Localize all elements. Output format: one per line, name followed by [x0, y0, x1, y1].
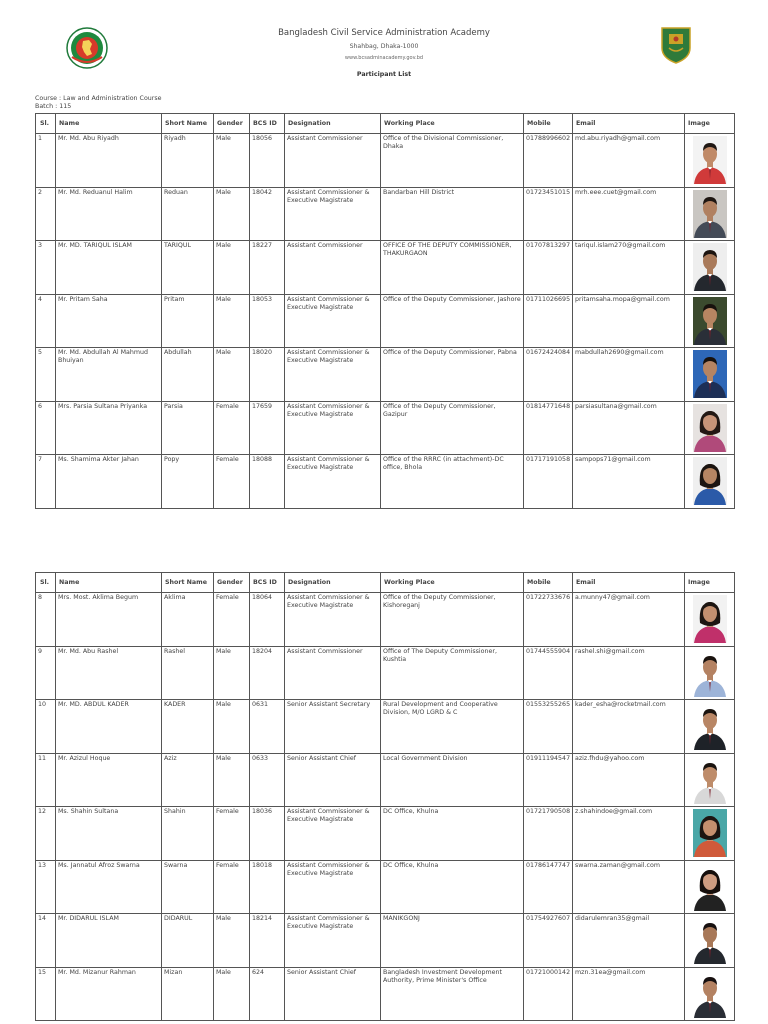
cell-gender: Female [214, 593, 250, 647]
column-header-designation: Designation [285, 573, 381, 593]
cell-mobile: 01786147747 [524, 860, 573, 914]
cell-designation: Senior Assistant Chief [285, 753, 381, 807]
column-header-bcs-id: BCS ID [250, 114, 285, 134]
cell-bcs-id: 0631 [250, 700, 285, 754]
cell-mobile: 01721790508 [524, 807, 573, 861]
cell-image [685, 294, 735, 348]
cell-designation: Assistant Commissioner & Executive Magistrate [285, 348, 381, 402]
cell-gender: Male [214, 700, 250, 754]
cell-bcs-id: 17659 [250, 401, 285, 455]
cell-image [685, 241, 735, 295]
table-row [36, 593, 735, 647]
cell-image [685, 348, 735, 402]
cell-email: a.munny47@gmail.com [573, 593, 685, 647]
cell-image [685, 134, 735, 188]
cell-short-name: Shahin [162, 807, 214, 861]
cell-sl: 3 [36, 241, 56, 295]
cell-sl: 12 [36, 807, 56, 861]
cell-sl: 7 [36, 455, 56, 509]
cell-name: Mr. Pritam Saha [56, 294, 162, 348]
cell-bcs-id: 18227 [250, 241, 285, 295]
cell-sl: 9 [36, 646, 56, 700]
column-header-short-name: Short Name [162, 573, 214, 593]
cell-sl: 10 [36, 700, 56, 754]
participant-photo [693, 702, 727, 750]
cell-name: Mr. Md. Mizanur Rahman [56, 967, 162, 1021]
cell-designation: Assistant Commissioner & Executive Magistrate [285, 187, 381, 241]
cell-gender: Female [214, 401, 250, 455]
cell-name: Mr. Md. Abu Riyadh [56, 134, 162, 188]
cell-designation: Assistant Commissioner [285, 241, 381, 295]
cell-name: Mr. Md. Abu Rashel [56, 646, 162, 700]
cell-designation: Senior Assistant Secretary [285, 700, 381, 754]
cell-working-place: DC Office, Khulna [381, 860, 524, 914]
column-header-designation: Designation [285, 114, 381, 134]
cell-designation: Assistant Commissioner & Executive Magistrate [285, 401, 381, 455]
cell-designation: Senior Assistant Chief [285, 967, 381, 1021]
cell-email: mzn.31ea@gmail.com [573, 967, 685, 1021]
cell-working-place: Bangladesh Investment Development Authority, Prime Minister's Office [381, 967, 524, 1021]
cell-working-place: Office of The Deputy Commissioner, Kushtia [381, 646, 524, 700]
table-header-row [36, 573, 735, 593]
cell-name: Mrs. Most. Aklima Begum [56, 593, 162, 647]
participant-photo [693, 863, 727, 911]
cell-gender: Female [214, 807, 250, 861]
cell-sl: 8 [36, 593, 56, 647]
column-header-sl: Sl. [36, 573, 56, 593]
table-row [36, 700, 735, 754]
cell-gender: Male [214, 348, 250, 402]
cell-short-name: Reduan [162, 187, 214, 241]
cell-image [685, 593, 735, 647]
cell-mobile: 01553255265 [524, 700, 573, 754]
column-header-image: Image [685, 114, 735, 134]
cell-email: mabdullah2690@gmail.com [573, 348, 685, 402]
cell-gender: Male [214, 294, 250, 348]
cell-short-name: Swarna [162, 860, 214, 914]
cell-email: tariqul.islam270@gmail.com [573, 241, 685, 295]
participant-photo [693, 809, 727, 857]
cell-name: Mr. MD. TARIQUL ISLAM [56, 241, 162, 295]
cell-designation: Assistant Commissioner & Executive Magistrate [285, 455, 381, 509]
column-header-mobile: Mobile [524, 114, 573, 134]
cell-working-place: OFFICE OF THE DEPUTY COMMISSIONER, THAKURGAON [381, 241, 524, 295]
cell-image [685, 455, 735, 509]
cell-gender: Male [214, 914, 250, 968]
table-row [36, 860, 735, 914]
table-header-row [36, 114, 735, 134]
cell-mobile: 01672424084 [524, 348, 573, 402]
cell-sl: 1 [36, 134, 56, 188]
table-row [36, 401, 735, 455]
cell-designation: Assistant Commissioner & Executive Magistrate [285, 593, 381, 647]
cell-mobile: 01717191058 [524, 455, 573, 509]
participant-table-page-1 [35, 113, 735, 509]
cell-working-place: DC Office, Khulna [381, 807, 524, 861]
table-row [36, 646, 735, 700]
cell-designation: Assistant Commissioner & Executive Magistrate [285, 914, 381, 968]
cell-image [685, 807, 735, 861]
cell-sl: 15 [36, 967, 56, 1021]
cell-gender: Male [214, 241, 250, 295]
table-row [36, 455, 735, 509]
column-header-name: Name [56, 114, 162, 134]
cell-email: rashel.shi@gmail.com [573, 646, 685, 700]
participant-photo [693, 404, 727, 452]
cell-email: kader_esha@rocketmail.com [573, 700, 685, 754]
cell-name: Ms. Shahin Sultana [56, 807, 162, 861]
cell-mobile: 01721000142 [524, 967, 573, 1021]
cell-email: parsiasultana@gmail.com [573, 401, 685, 455]
cell-sl: 13 [36, 860, 56, 914]
cell-working-place: Office of the Deputy Commissioner, Pabna [381, 348, 524, 402]
column-header-sl: Sl. [36, 114, 56, 134]
cell-image [685, 401, 735, 455]
cell-working-place: MANIKGONJ [381, 914, 524, 968]
table-row [36, 807, 735, 861]
cell-designation: Assistant Commissioner & Executive Magistrate [285, 294, 381, 348]
cell-name: Mr. MD. ABDUL KADER [56, 700, 162, 754]
participant-photo [693, 297, 727, 345]
table-row [36, 967, 735, 1021]
cell-image [685, 860, 735, 914]
cell-sl: 5 [36, 348, 56, 402]
cell-bcs-id: 0633 [250, 753, 285, 807]
cell-gender: Male [214, 646, 250, 700]
cell-mobile: 01814771648 [524, 401, 573, 455]
cell-image [685, 646, 735, 700]
cell-name: Mr. DIDARUL ISLAM [56, 914, 162, 968]
participant-photo [693, 190, 727, 238]
cell-bcs-id: 624 [250, 967, 285, 1021]
cell-image [685, 753, 735, 807]
cell-bcs-id: 18056 [250, 134, 285, 188]
participant-photo [693, 756, 727, 804]
column-header-working-place: Working Place [381, 114, 524, 134]
cell-name: Mr. Md. Reduanul Halim [56, 187, 162, 241]
cell-working-place: Office of the Deputy Commissioner, Kishoreganj [381, 593, 524, 647]
institution-address: Shahbag, Dhaka-1000 [349, 43, 419, 50]
column-header-bcs-id: BCS ID [250, 573, 285, 593]
table-row [36, 753, 735, 807]
cell-email: z.shahindoe@gmail.com [573, 807, 685, 861]
cell-image [685, 700, 735, 754]
cell-name: Mr. Md. Abdullah Al Mahmud Bhuiyan [56, 348, 162, 402]
cell-gender: Male [214, 753, 250, 807]
academy-crest-icon [660, 26, 692, 64]
cell-email: mrh.eee.cuet@gmail.com [573, 187, 685, 241]
cell-sl: 4 [36, 294, 56, 348]
participant-photo [693, 970, 727, 1018]
cell-sl: 11 [36, 753, 56, 807]
cell-designation: Assistant Commissioner [285, 646, 381, 700]
cell-email: swarna.zaman@gmail.com [573, 860, 685, 914]
table-row [36, 294, 735, 348]
column-header-gender: Gender [214, 573, 250, 593]
table-row [36, 187, 735, 241]
cell-mobile: 01711026695 [524, 294, 573, 348]
column-header-email: Email [573, 573, 685, 593]
cell-short-name: Pritam [162, 294, 214, 348]
cell-bcs-id: 18053 [250, 294, 285, 348]
institution-website: www.bcsadminacademy.gov.bd [344, 55, 424, 61]
cell-designation: Assistant Commissioner & Executive Magistrate [285, 807, 381, 861]
course-info [35, 95, 162, 111]
cell-working-place: Office of the Divisional Commissioner, Dhaka [381, 134, 524, 188]
cell-mobile: 01911194547 [524, 753, 573, 807]
cell-image [685, 914, 735, 968]
cell-gender: Male [214, 134, 250, 188]
column-header-mobile: Mobile [524, 573, 573, 593]
column-header-name: Name [56, 573, 162, 593]
institution-title: Bangladesh Civil Service Administration Academy [278, 28, 490, 38]
cell-working-place: Office of the RRRC (in attachment)-DC office, Bhola [381, 455, 524, 509]
cell-working-place: Local Government Division [381, 753, 524, 807]
cell-mobile: 01722733676 [524, 593, 573, 647]
cell-working-place: Office of the Deputy Commissioner, Gazipur [381, 401, 524, 455]
cell-working-place: Bandarban Hill District [381, 187, 524, 241]
document-header [0, 0, 768, 95]
cell-short-name: Parsia [162, 401, 214, 455]
column-header-working-place: Working Place [381, 573, 524, 593]
cell-bcs-id: 18064 [250, 593, 285, 647]
cell-gender: Male [214, 967, 250, 1021]
cell-sl: 2 [36, 187, 56, 241]
course-name: Course : Law and Administration Course [35, 95, 162, 102]
participant-photo [693, 136, 727, 184]
participant-photo [693, 649, 727, 697]
cell-short-name: TARIQUL [162, 241, 214, 295]
participant-photo [693, 243, 727, 291]
table-row [36, 241, 735, 295]
cell-short-name: Popy [162, 455, 214, 509]
batch-number: Batch : 115 [35, 103, 72, 110]
cell-gender: Female [214, 455, 250, 509]
table-row [36, 914, 735, 968]
table-row [36, 134, 735, 188]
cell-bcs-id: 18214 [250, 914, 285, 968]
participant-photo [693, 595, 727, 643]
cell-mobile: 01788996602 [524, 134, 573, 188]
cell-bcs-id: 18036 [250, 807, 285, 861]
cell-gender: Female [214, 860, 250, 914]
cell-bcs-id: 18018 [250, 860, 285, 914]
cell-email: sampops71@gmail.com [573, 455, 685, 509]
table-row [36, 348, 735, 402]
cell-image [685, 187, 735, 241]
cell-designation: Assistant Commissioner & Executive Magistrate [285, 860, 381, 914]
column-header-gender: Gender [214, 114, 250, 134]
cell-gender: Male [214, 187, 250, 241]
cell-mobile: 01754927607 [524, 914, 573, 968]
cell-email: aziz.fhdu@yahoo.com [573, 753, 685, 807]
cell-bcs-id: 18020 [250, 348, 285, 402]
participant-photo [693, 457, 727, 505]
cell-email: pritamsaha.mopa@gmail.com [573, 294, 685, 348]
cell-email: md.abu.riyadh@gmail.com [573, 134, 685, 188]
cell-email: didarulemran35@gmail [573, 914, 685, 968]
cell-mobile: 01744555904 [524, 646, 573, 700]
cell-sl: 14 [36, 914, 56, 968]
cell-name: Mrs. Parsia Sultana Priyanka [56, 401, 162, 455]
participant-table-page-2 [35, 572, 735, 1021]
cell-mobile: 01723451015 [524, 187, 573, 241]
cell-name: Ms. Jannatul Afroz Swarna [56, 860, 162, 914]
participant-photo [693, 350, 727, 398]
cell-name: Ms. Shamima Akter Jahan [56, 455, 162, 509]
cell-short-name: Aziz [162, 753, 214, 807]
column-header-email: Email [573, 114, 685, 134]
cell-bcs-id: 18042 [250, 187, 285, 241]
cell-short-name: DIDARUL [162, 914, 214, 968]
cell-short-name: Rashel [162, 646, 214, 700]
cell-sl: 6 [36, 401, 56, 455]
cell-bcs-id: 18088 [250, 455, 285, 509]
participant-photo [693, 916, 727, 964]
cell-short-name: Aklima [162, 593, 214, 647]
cell-short-name: Mizan [162, 967, 214, 1021]
cell-short-name: Riyadh [162, 134, 214, 188]
column-header-short-name: Short Name [162, 114, 214, 134]
cell-designation: Assistant Commissioner [285, 134, 381, 188]
cell-mobile: 01707813297 [524, 241, 573, 295]
cell-short-name: Abdullah [162, 348, 214, 402]
cell-name: Mr. Azizul Hoque [56, 753, 162, 807]
cell-working-place: Office of the Deputy Commissioner, Jashore [381, 294, 524, 348]
cell-working-place: Rural Development and Cooperative Division, M/O LGRD & C [381, 700, 524, 754]
cell-bcs-id: 18204 [250, 646, 285, 700]
cell-image [685, 967, 735, 1021]
list-title: Participant List [356, 71, 412, 78]
cell-short-name: KADER [162, 700, 214, 754]
column-header-image: Image [685, 573, 735, 593]
